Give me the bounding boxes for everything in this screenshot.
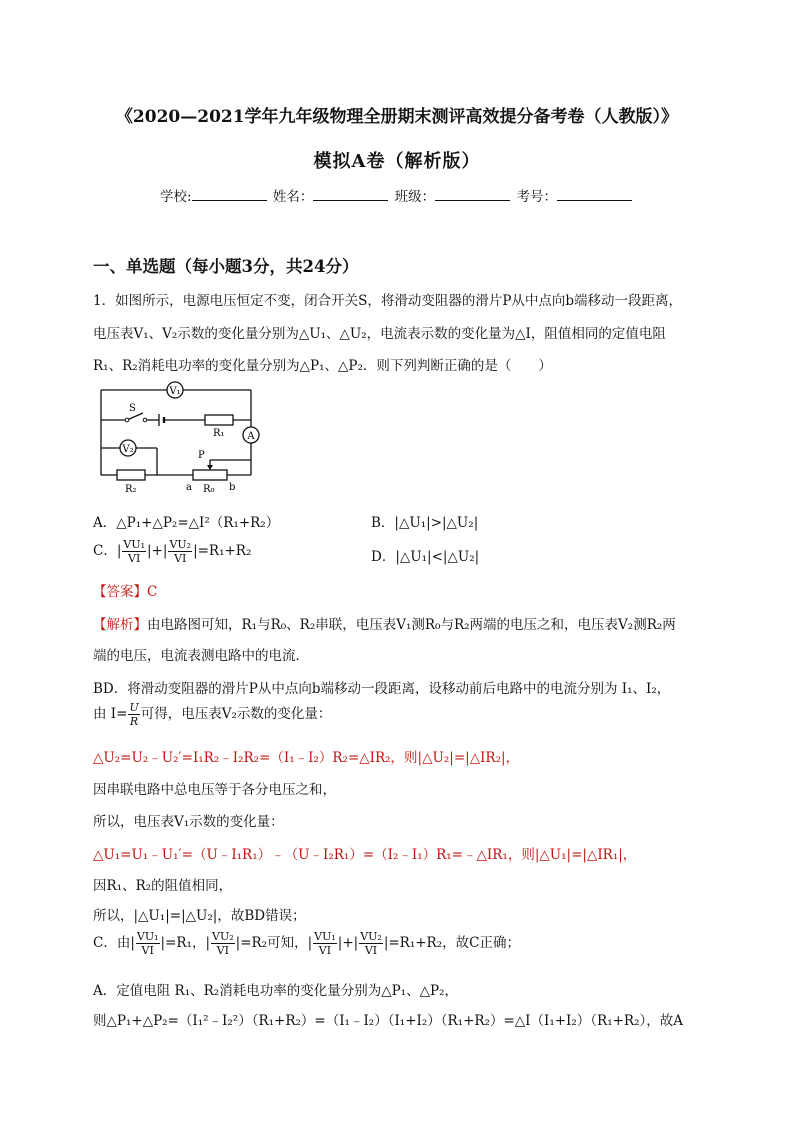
analysis-tag: 【解析】 <box>93 617 147 633</box>
end-b-label: b <box>229 482 236 493</box>
class-blank[interactable] <box>435 188 510 201</box>
question-line-1: 1．如图所示，电源电压恒定不变，闭合开关S，将滑动变阻器的滑片P从中点向b端移动一段距离， <box>93 293 683 309</box>
answer-tag: 【答案】 <box>93 584 147 600</box>
section-heading: 一、单选题（每小题3分，共24分） <box>93 257 359 276</box>
circuit-diagram <box>95 380 270 498</box>
option-a[interactable]: A．△P₁+△P₂=△I²（R₁+R₂） <box>93 515 280 531</box>
student-info-line <box>160 185 634 205</box>
name-blank[interactable] <box>313 188 388 201</box>
analysis-line-9: 因R₁、R₂的阻值相同， <box>93 878 233 894</box>
analysis-line-10: 所以，|△U₁|=|△U₂|，故BD错误； <box>93 908 306 924</box>
question-line-2: 电压表V₁、V₂示数的变化量分别为△U₁、△U₂，电流表示数的变化量为△I，阻值相同的定值电阻 <box>93 326 666 342</box>
exam-subtitle: 模拟A卷（解析版） <box>313 151 481 172</box>
class-label: 班级： <box>394 189 436 205</box>
exam-no-blank[interactable] <box>557 188 632 201</box>
frac-v1: $\frac{\text{VU₁}}{VI}$ <box>123 538 146 565</box>
answer-value: C <box>147 584 158 600</box>
analysis-line-3: BD．将滑动变阻器的滑片P从中点向b端移动一段距离，设移动前后电路中的电流分别为 I₁、I₂， <box>93 681 671 697</box>
analysis-line-6: 因串联电路中总电压等于各分电压之和， <box>93 782 336 798</box>
v1-label: V₁ <box>169 386 181 397</box>
option-c-suffix: |=R₁+R₂ <box>193 543 252 559</box>
analysis-line-4: 由 I= $\frac{U}{R}$ 可得，电压表V₂示数的变化量： <box>93 701 332 728</box>
analysis-line-7: 所以，电压表V₁示数的变化量： <box>93 814 284 830</box>
option-b[interactable]: B．|△U₁|>|△U₂| <box>371 515 479 531</box>
v2-label: V₂ <box>122 444 134 455</box>
name-label: 姓名： <box>272 189 314 205</box>
end-a-label: a <box>186 482 192 493</box>
exam-title: 《2020—2021学年九年级物理全册期末测评高效提分备考卷（人教版）》 <box>115 107 679 127</box>
option-c-mid: |+| <box>147 543 168 559</box>
school-label: 学校: <box>160 189 192 205</box>
frac-u-over-r: $\frac{U}{R}$ <box>129 701 139 728</box>
switch-label: S <box>129 403 136 414</box>
exam-no-label: 考号： <box>516 189 557 205</box>
question-line-3: R₁、R₂消耗电功率的变化量分别为△P₁、△P₂．则下列判断正确的是（ ） <box>93 358 552 374</box>
analysis-line-8: △U₁=U₁﹣U₁′=（U﹣I₁R₁）﹣（U﹣I₂R₁）=（I₂﹣I₁）R₁=﹣△IR₁，则|△U₁|=|△IR₁|， <box>93 847 637 863</box>
frac-v2: $\frac{\text{VU₂}}{VI}$ <box>169 538 192 565</box>
analysis-line-11: C．由| $\frac{\text{VU₁}}{VI}$ |=R₁，| $\frac{\text{VU₂}}{VI}$ |=R₂可知，| $\frac{\text{VU₁}}{VI}$ |+| $\frac{\text{VU₂}}{VI}$ |=R₁+R₂，故C正确； <box>93 930 520 957</box>
answer-line <box>93 580 157 600</box>
option-c-prefix: C．| <box>93 543 122 559</box>
ammeter-label: A <box>247 431 255 442</box>
analysis-line-1: 【解析】由电路图可知，R₁与R₀、R₂串联，电压表V₁测R₀与R₂两端的电压之和，电压表V₂测R₂两 <box>93 617 676 633</box>
r0-label: R₀ <box>203 484 215 495</box>
slider-label: P <box>198 450 205 461</box>
option-d[interactable]: D．|△U₁|<|△U₂| <box>371 549 480 565</box>
analysis-line-5: △U₂=U₂﹣U₂′=I₁R₂﹣I₂R₂=（I₁﹣I₂）R₂=△IR₂，则|△U₂|=|△IR₂|， <box>93 750 520 766</box>
r1-label: R₁ <box>213 428 225 439</box>
option-c[interactable] <box>93 538 251 565</box>
analysis-line-13: 则△P₁+△P₂=（I₁²﹣I₂²）（R₁+R₂）=（I₁﹣I₂）（I₁+I₂）（R₁+R₂）=△I（I₁+I₂）（R₁+R₂），故A <box>93 1013 684 1029</box>
analysis-line-2: 端的电压，电流表测电路中的电流． <box>93 648 309 664</box>
analysis-line-12: A．定值电阻 R₁、R₂消耗电功率的变化量分别为△P₁、△P₂， <box>93 983 458 999</box>
school-blank[interactable] <box>192 188 267 201</box>
r2-label: R₂ <box>125 484 137 495</box>
